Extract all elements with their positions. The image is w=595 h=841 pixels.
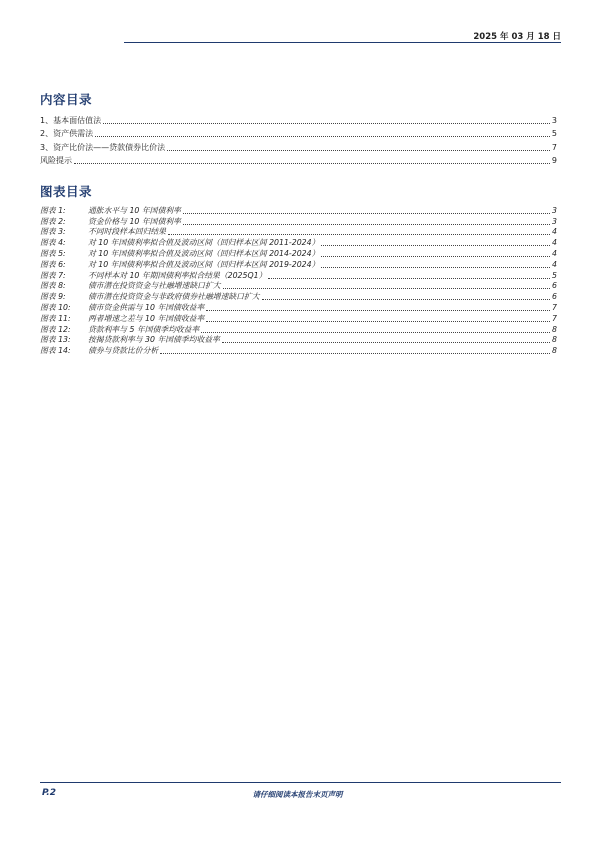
figure-item[interactable]: 图表 10: 债市资金供需与 10 年国债收益率 7	[40, 302, 557, 312]
page-number: P.2	[42, 788, 56, 798]
figure-list	[40, 205, 557, 356]
footer-divider	[40, 782, 561, 783]
figure-item[interactable]: 图表 8: 债市潜在投资资金与社融增速缺口扩大 6	[40, 281, 557, 291]
figure-item[interactable]: 图表 3: 不同时段样本回归结果 4	[40, 227, 557, 237]
figure-item[interactable]: 图表 12: 贷款利率与 5 年国债季均收益率 8	[40, 324, 557, 334]
toc-title: 内容目录	[40, 92, 93, 107]
figure-item[interactable]: 图表 2: 资金价格与 10 年国债利率 3	[40, 216, 557, 226]
toc-item[interactable]: 3、资产比价法——贷款债券比价法 7	[40, 142, 557, 152]
figure-item[interactable]: 图表 4: 对 10 年国债利率拟合值及波动区间（回归样本区间 2011-2024） 4	[40, 238, 557, 248]
figure-item[interactable]: 图表 7: 不同样本对 10 年期国债利率拟合结果（2025Q1） 5	[40, 270, 557, 280]
figure-item[interactable]: 图表 9: 债市潜在投资资金与非政府债券社融增速缺口扩大 6	[40, 292, 557, 302]
figure-item[interactable]: 图表 1: 通胀水平与 10 年国债利率 3	[40, 205, 557, 215]
header-divider	[124, 42, 561, 43]
figure-item[interactable]: 图表 14: 债券与贷款比价分析 8	[40, 346, 557, 356]
figure-item[interactable]: 图表 11: 两者增速之差与 10 年国债收益率 7	[40, 313, 557, 323]
disclaimer-note: 请仔细阅读本报告末页声明	[252, 790, 343, 799]
report-date: 2025 年 03 月 18 日	[473, 32, 561, 42]
toc-item[interactable]: 2、资产供需法 5	[40, 129, 557, 138]
figure-item[interactable]: 图表 6: 对 10 年国债利率拟合值及波动区间（回归样本区间 2019-2024） 4	[40, 259, 557, 269]
toc-item[interactable]: 1、基本面估值法 3	[40, 115, 557, 125]
figure-list-title: 图表目录	[40, 184, 93, 199]
figure-item[interactable]: 图表 5: 对 10 年国债利率拟合值及波动区间（回归样本区间 2014-2024） 4	[40, 248, 557, 258]
toc-item[interactable]: 风险提示 9	[40, 156, 557, 165]
toc-list	[40, 112, 557, 166]
figure-item[interactable]: 图表 13: 按揭贷款利率与 30 年国债季均收益率 8	[40, 335, 557, 345]
